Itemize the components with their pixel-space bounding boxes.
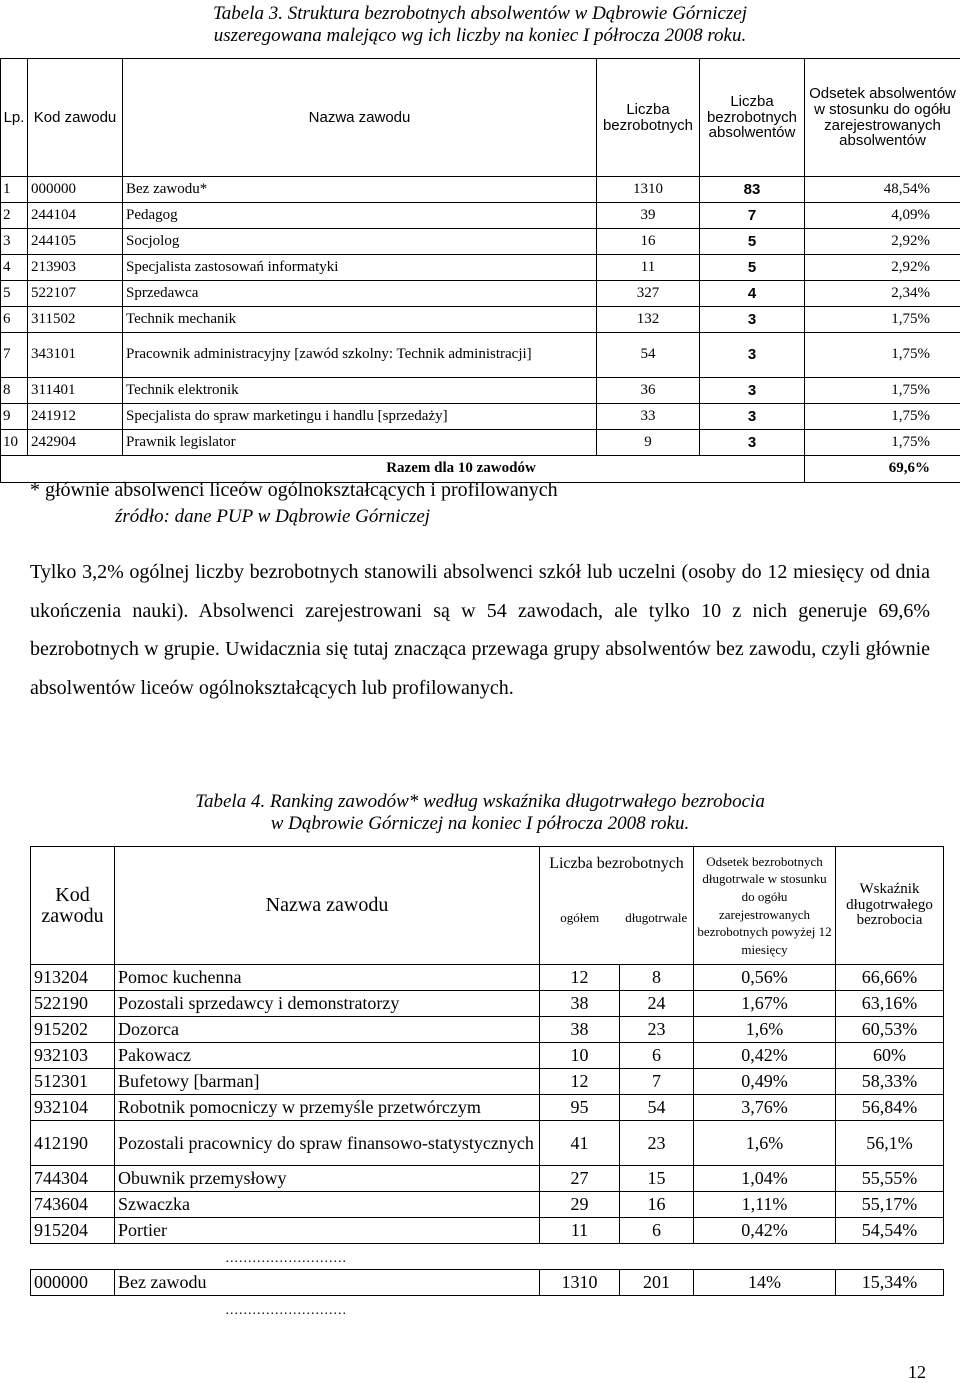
t2-row-dlugo: 6 — [620, 1043, 694, 1069]
t2-row-kod: 743604 — [31, 1192, 115, 1218]
row-odsetek: 2,34% — [805, 281, 960, 307]
row-lp: 6 — [1, 307, 28, 333]
t2-row-dlugo: 23 — [620, 1017, 694, 1043]
t2-row-wskaznik: 54,54% — [836, 1218, 944, 1244]
t2-row-odsetek: 1,6% — [694, 1121, 836, 1166]
row-lp: 9 — [1, 404, 28, 430]
row-abs: 3 — [700, 430, 805, 456]
header-lp: Lp. — [1, 59, 28, 177]
row-nazwa: Pedagog — [123, 203, 597, 229]
t2-row-ogolem: 27 — [540, 1166, 620, 1192]
t2-row-wskaznik: 58,33% — [836, 1069, 944, 1095]
t2-header-kod: Kod zawodu — [31, 847, 115, 965]
table2-ellipsis-row-2 — [31, 1296, 944, 1322]
table2-last-row — [31, 1270, 944, 1296]
t2-row-ogolem: 11 — [540, 1218, 620, 1244]
header-nazwa: Nazwa zawodu — [123, 59, 597, 177]
t2-row-odsetek: 0,56% — [694, 965, 836, 991]
row-odsetek: 2,92% — [805, 255, 960, 281]
t2-row-odsetek: 3,76% — [694, 1095, 836, 1121]
t2-row-dlugo: 16 — [620, 1192, 694, 1218]
table-row — [1, 378, 960, 404]
t2-row-ogolem: 10 — [540, 1043, 620, 1069]
t2-header-wskaznik: Wskaźnik długotrwałego bezrobocia — [836, 847, 944, 965]
row-odsetek: 1,75% — [805, 378, 960, 404]
row-odsetek: 1,75% — [805, 430, 960, 456]
t2-row-wskaznik: 56,84% — [836, 1095, 944, 1121]
t2-row-dlugo: 54 — [620, 1095, 694, 1121]
row-kod: 241912 — [28, 404, 123, 430]
row-kod: 311401 — [28, 378, 123, 404]
header-liczba-abs: Liczba bezrobotnych absolwentów — [700, 59, 805, 177]
total-value: 69,6% — [805, 456, 960, 483]
t2-row-kod: 512301 — [31, 1069, 115, 1095]
t2-row-dlugo: 23 — [620, 1121, 694, 1166]
row-abs: 5 — [700, 229, 805, 255]
t2-row-ogolem: 29 — [540, 1192, 620, 1218]
table-row — [1, 229, 960, 255]
t2-row-dlugo: 24 — [620, 991, 694, 1017]
row-lp: 7 — [1, 333, 28, 378]
t2-row-kod: 913204 — [31, 965, 115, 991]
header-liczba: Liczba bezrobotnych — [597, 59, 700, 177]
table-row — [1, 281, 960, 307]
t2-row-nazwa: Portier — [115, 1218, 540, 1244]
row-abs: 7 — [700, 203, 805, 229]
t2-last-wskaznik: 15,34% — [836, 1270, 944, 1296]
row-nazwa: Specjalista do spraw marketingu i handlu [sprzedaży] — [123, 404, 597, 430]
t2-row-odsetek: 0,42% — [694, 1043, 836, 1069]
t2-header-ogolem: ogółem — [540, 911, 619, 925]
row-kod: 311502 — [28, 307, 123, 333]
table-row — [31, 1166, 944, 1192]
t2-row-nazwa: Dozorca — [115, 1017, 540, 1043]
row-kod: 213903 — [28, 255, 123, 281]
row-liczba: 132 — [597, 307, 700, 333]
table-row — [1, 307, 960, 333]
t2-last-odsetek: 14% — [694, 1270, 836, 1296]
row-liczba: 1310 — [597, 177, 700, 203]
row-abs: 5 — [700, 255, 805, 281]
ellipsis-2: ........................... — [226, 1303, 348, 1318]
table-row — [1, 333, 960, 378]
row-lp: 4 — [1, 255, 28, 281]
t2-last-kod: 000000 — [31, 1270, 115, 1296]
t2-row-dlugo: 7 — [620, 1069, 694, 1095]
row-abs: 4 — [700, 281, 805, 307]
t2-row-ogolem: 41 — [540, 1121, 620, 1166]
row-odsetek: 4,09% — [805, 203, 960, 229]
table2-header-row — [31, 847, 944, 965]
t2-row-wskaznik: 60,53% — [836, 1017, 944, 1043]
row-odsetek: 48,54% — [805, 177, 960, 203]
table-row — [1, 203, 960, 229]
row-nazwa: Prawnik legislator — [123, 430, 597, 456]
row-nazwa: Sprzedawca — [123, 281, 597, 307]
table-row — [31, 1192, 944, 1218]
row-kod: 000000 — [28, 177, 123, 203]
t2-row-ogolem: 38 — [540, 1017, 620, 1043]
t2-header-liczba-group — [540, 847, 694, 965]
table-row — [1, 430, 960, 456]
body-paragraph: Tylko 3,2% ogólnej liczby bezrobotnych stanowili absolwenci szkół lub uczelni (osoby do 12 miesięcy od dnia ukończenia nauki). Absolwenci zarejestrowani są w 54 zawodach, ale tylko 10 z nich generuje 69,6% bezrobotnych w grupie. Uwidacznia się tutaj znacząca przewaga grupy absolwentów bez zawodu, czyli głównie absolwentów liceów ogólnokształcących lub profilowanych. — [30, 553, 930, 707]
row-nazwa: Socjolog — [123, 229, 597, 255]
table-row — [1, 177, 960, 203]
t2-row-kod: 744304 — [31, 1166, 115, 1192]
header-kod: Kod zawodu — [28, 59, 123, 177]
row-nazwa: Technik elektronik — [123, 378, 597, 404]
row-liczba: 33 — [597, 404, 700, 430]
t2-row-nazwa: Pakowacz — [115, 1043, 540, 1069]
t2-row-kod: 915202 — [31, 1017, 115, 1043]
t2-row-kod: 932104 — [31, 1095, 115, 1121]
table1-caption — [80, 3, 880, 47]
header-odsetek: Odsetek absolwentów w stosunku do ogółu zarejestrowanych absolwentów — [805, 59, 960, 177]
row-odsetek: 1,75% — [805, 333, 960, 378]
table2-caption-line2: w Dąbrowie Górniczej na koniec I półrocza 2008 roku. — [80, 813, 880, 835]
t2-row-nazwa: Bufetowy [barman] — [115, 1069, 540, 1095]
table1-footnote: * głównie absolwenci liceów ogólnokształcących i profilowanych — [30, 479, 558, 502]
table-row — [31, 1121, 944, 1166]
t2-row-kod: 932103 — [31, 1043, 115, 1069]
row-kod: 242904 — [28, 430, 123, 456]
row-abs: 3 — [700, 404, 805, 430]
row-kod: 244104 — [28, 203, 123, 229]
row-odsetek: 1,75% — [805, 404, 960, 430]
row-lp: 2 — [1, 203, 28, 229]
t2-row-wskaznik: 56,1% — [836, 1121, 944, 1166]
table-row — [31, 965, 944, 991]
t2-row-kod: 522190 — [31, 991, 115, 1017]
row-liczba: 9 — [597, 430, 700, 456]
t2-row-dlugo: 8 — [620, 965, 694, 991]
t2-header-nazwa: Nazwa zawodu — [115, 847, 540, 965]
table-row — [31, 1095, 944, 1121]
row-liczba: 16 — [597, 229, 700, 255]
row-nazwa: Pracownik administracyjny [zawód szkolny: Technik administracji] — [123, 333, 597, 378]
row-kod: 244105 — [28, 229, 123, 255]
row-odsetek: 1,75% — [805, 307, 960, 333]
t2-row-wskaznik: 55,17% — [836, 1192, 944, 1218]
t2-row-kod: 915204 — [31, 1218, 115, 1244]
row-abs: 3 — [700, 378, 805, 404]
row-liczba: 36 — [597, 378, 700, 404]
t2-last-ogolem: 1310 — [540, 1270, 620, 1296]
table1-source: źródło: dane PUP w Dąbrowie Górniczej — [115, 506, 430, 528]
row-kod: 522107 — [28, 281, 123, 307]
t2-header-liczba: Liczba bezrobotnych — [540, 847, 693, 888]
t2-row-nazwa: Robotnik pomocniczy w przemyśle przetwórczym — [115, 1095, 540, 1121]
table-row — [1, 255, 960, 281]
t2-row-nazwa: Obuwnik przemysłowy — [115, 1166, 540, 1192]
t2-row-wskaznik: 60% — [836, 1043, 944, 1069]
t2-row-nazwa: Pozostali pracownicy do spraw finansowo-statystycznych — [115, 1121, 540, 1166]
row-nazwa: Bez zawodu* — [123, 177, 597, 203]
row-abs: 83 — [700, 177, 805, 203]
row-odsetek: 2,92% — [805, 229, 960, 255]
table-row — [31, 1218, 944, 1244]
t2-row-wskaznik: 63,16% — [836, 991, 944, 1017]
table1-caption-line1: Tabela 3. Struktura bezrobotnych absolwentów w Dąbrowie Górniczej — [80, 3, 880, 25]
ellipsis-1: ........................... — [226, 1251, 348, 1266]
table1-header-row — [1, 59, 960, 177]
t2-row-ogolem: 38 — [540, 991, 620, 1017]
t2-row-nazwa: Pomoc kuchenna — [115, 965, 540, 991]
t2-row-wskaznik: 55,55% — [836, 1166, 944, 1192]
t2-header-dlugo: długotrwale — [619, 911, 693, 925]
t2-row-odsetek: 1,67% — [694, 991, 836, 1017]
row-abs: 3 — [700, 307, 805, 333]
t2-row-kod: 412190 — [31, 1121, 115, 1166]
row-liczba: 327 — [597, 281, 700, 307]
table-row — [31, 991, 944, 1017]
t2-row-dlugo: 6 — [620, 1218, 694, 1244]
table2 — [30, 846, 944, 1321]
table1 — [0, 58, 960, 483]
t2-last-nazwa: Bez zawodu — [115, 1270, 540, 1296]
row-lp: 10 — [1, 430, 28, 456]
table-row — [1, 404, 960, 430]
t2-row-odsetek: 1,11% — [694, 1192, 836, 1218]
table2-caption — [80, 791, 880, 835]
t2-row-ogolem: 95 — [540, 1095, 620, 1121]
t2-row-odsetek: 0,49% — [694, 1069, 836, 1095]
table1-caption-line2: uszeregowana malejąco wg ich liczby na koniec I półrocza 2008 roku. — [80, 25, 880, 47]
t2-row-ogolem: 12 — [540, 1069, 620, 1095]
row-liczba: 54 — [597, 333, 700, 378]
t2-row-ogolem: 12 — [540, 965, 620, 991]
row-lp: 5 — [1, 281, 28, 307]
table2-caption-line1: Tabela 4. Ranking zawodów* według wskaźnika długotrwałego bezrobocia — [80, 791, 880, 813]
t2-last-dlugo: 201 — [620, 1270, 694, 1296]
t2-row-dlugo: 15 — [620, 1166, 694, 1192]
row-lp: 8 — [1, 378, 28, 404]
row-liczba: 39 — [597, 203, 700, 229]
t2-row-odsetek: 1,04% — [694, 1166, 836, 1192]
t2-row-odsetek: 0,42% — [694, 1218, 836, 1244]
table2-ellipsis-row-1 — [31, 1244, 944, 1270]
row-abs: 3 — [700, 333, 805, 378]
total-label: Razem dla 10 zawodów — [1, 456, 805, 483]
table-row — [31, 1043, 944, 1069]
row-lp: 1 — [1, 177, 28, 203]
page-number: 12 — [908, 1362, 926, 1383]
t2-row-odsetek: 1,6% — [694, 1017, 836, 1043]
t2-header-odsetek: Odsetek bezrobotnych długotrwale w stosunku do ogółu zarejestrowanych bezrobotnych powyżej 12 miesięcy — [694, 847, 836, 965]
t2-row-nazwa: Pozostali sprzedawcy i demonstratorzy — [115, 991, 540, 1017]
table-row — [31, 1017, 944, 1043]
row-lp: 3 — [1, 229, 28, 255]
row-kod: 343101 — [28, 333, 123, 378]
table-row — [31, 1069, 944, 1095]
row-liczba: 11 — [597, 255, 700, 281]
row-nazwa: Technik mechanik — [123, 307, 597, 333]
t2-row-nazwa: Szwaczka — [115, 1192, 540, 1218]
t2-row-wskaznik: 66,66% — [836, 965, 944, 991]
row-nazwa: Specjalista zastosowań informatyki — [123, 255, 597, 281]
